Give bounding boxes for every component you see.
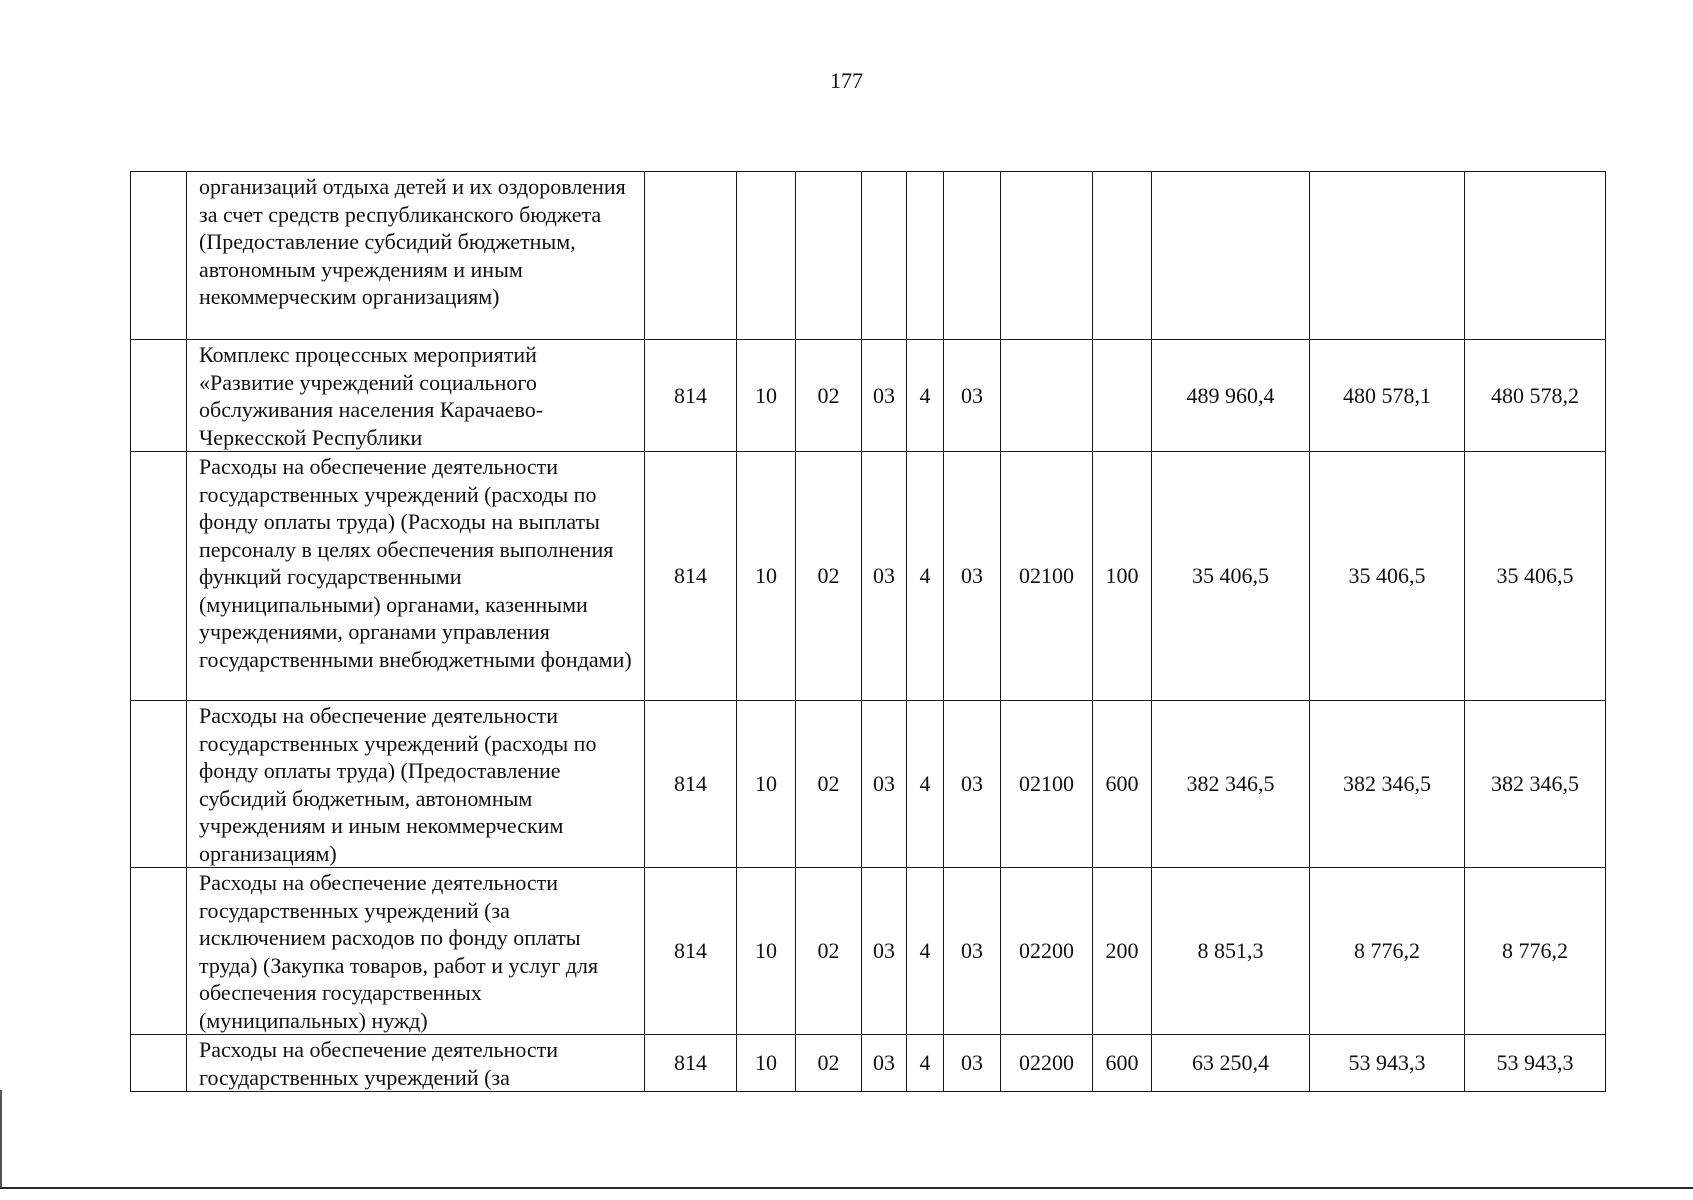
program-cell	[862, 172, 907, 340]
description-cell: организаций отдыха детей и их оздоровления за счет средств республиканского бюджета (Предоставление субсидий бюджетным, автономным учреждениям и иным некоммерческим организациям)	[187, 172, 645, 340]
description-cell: Расходы на обеспечение деятельности государственных учреждений (расходы по фонду оплаты труда) (Расходы на выплаты персоналу в целях обеспечения выполнения функций государственными (муниципальными) органами, казенными учреждениями, органами управления государственными внебюджетными фондами)	[187, 452, 645, 701]
ministry-code-cell: 814	[645, 340, 737, 452]
amount-year-2-cell: 8 776,2	[1310, 868, 1465, 1035]
event-cell	[944, 172, 1001, 340]
table-row	[131, 172, 1606, 340]
amount-year-2-cell: 35 406,5	[1310, 452, 1465, 701]
amount-year-2-cell: 382 346,5	[1310, 701, 1465, 868]
program-type-cell: 4	[907, 340, 944, 452]
direction-cell: 02100	[1001, 701, 1093, 868]
amount-year-2-cell: 480 578,1	[1310, 340, 1465, 452]
amount-year-1-cell	[1152, 172, 1310, 340]
amount-year-1-cell: 8 851,3	[1152, 868, 1310, 1035]
table-row	[131, 701, 1606, 868]
table-row	[131, 868, 1606, 1035]
row-number-cell	[131, 452, 187, 701]
event-cell: 03	[944, 340, 1001, 452]
amount-year-2-cell: 53 943,3	[1310, 1035, 1465, 1092]
page-number: 177	[830, 68, 863, 93]
budget-table	[130, 171, 1606, 1092]
amount-year-3-cell: 53 943,3	[1465, 1035, 1606, 1092]
amount-year-1-cell: 489 960,4	[1152, 340, 1310, 452]
program-type-cell: 4	[907, 701, 944, 868]
direction-cell	[1001, 172, 1093, 340]
ministry-code-cell	[645, 172, 737, 340]
subsection-cell: 02	[796, 1035, 862, 1092]
row-number-cell	[131, 172, 187, 340]
section-cell: 10	[737, 340, 796, 452]
ministry-code-cell: 814	[645, 452, 737, 701]
amount-year-3-cell: 35 406,5	[1465, 452, 1606, 701]
page-bottom-rule	[0, 1187, 1693, 1189]
subsection-cell: 02	[796, 452, 862, 701]
program-cell: 03	[862, 701, 907, 868]
event-cell: 03	[944, 1035, 1001, 1092]
ministry-code-cell: 814	[645, 868, 737, 1035]
scan-edge-line	[0, 1090, 2, 1188]
program-type-cell: 4	[907, 1035, 944, 1092]
program-type-cell: 4	[907, 452, 944, 701]
direction-cell	[1001, 340, 1093, 452]
description-cell: Расходы на обеспечение деятельности государственных учреждений (расходы по фонду оплаты труда) (Предоставление субсидий бюджетным, автономным учреждениям и иным некоммерческим организациям)	[187, 701, 645, 868]
amount-year-3-cell: 8 776,2	[1465, 868, 1606, 1035]
description-cell: Комплекс процессных мероприятий «Развитие учреждений социального обслуживания населения Карачаево-Черкесской Республики	[187, 340, 645, 452]
amount-year-3-cell: 480 578,2	[1465, 340, 1606, 452]
subsection-cell: 02	[796, 340, 862, 452]
row-number-cell	[131, 868, 187, 1035]
ministry-code-cell: 814	[645, 701, 737, 868]
ministry-code-cell: 814	[645, 1035, 737, 1092]
amount-year-3-cell: 382 346,5	[1465, 701, 1606, 868]
event-cell: 03	[944, 452, 1001, 701]
row-number-cell	[131, 340, 187, 452]
program-cell: 03	[862, 340, 907, 452]
subsection-cell	[796, 172, 862, 340]
description-cell: Расходы на обеспечение деятельности государственных учреждений (за	[187, 1035, 645, 1092]
event-cell: 03	[944, 868, 1001, 1035]
section-cell: 10	[737, 868, 796, 1035]
table-row	[131, 340, 1606, 452]
expense-type-cell: 200	[1093, 868, 1152, 1035]
program-cell: 03	[862, 452, 907, 701]
table-row	[131, 452, 1606, 701]
section-cell	[737, 172, 796, 340]
section-cell: 10	[737, 701, 796, 868]
row-number-cell	[131, 1035, 187, 1092]
table-row	[131, 1035, 1606, 1092]
subsection-cell: 02	[796, 701, 862, 868]
event-cell: 03	[944, 701, 1001, 868]
section-cell: 10	[737, 452, 796, 701]
expense-type-cell	[1093, 172, 1152, 340]
row-number-cell	[131, 701, 187, 868]
amount-year-2-cell	[1310, 172, 1465, 340]
subsection-cell: 02	[796, 868, 862, 1035]
amount-year-1-cell: 63 250,4	[1152, 1035, 1310, 1092]
amount-year-1-cell: 35 406,5	[1152, 452, 1310, 701]
program-cell: 03	[862, 868, 907, 1035]
program-type-cell	[907, 172, 944, 340]
section-cell: 10	[737, 1035, 796, 1092]
expense-type-cell: 600	[1093, 701, 1152, 868]
description-cell: Расходы на обеспечение деятельности государственных учреждений (за исключением расходов по фонду оплаты труда) (Закупка товаров, работ и услуг для обеспечения государственных (муниципальных) нужд)	[187, 868, 645, 1035]
program-type-cell: 4	[907, 868, 944, 1035]
expense-type-cell	[1093, 340, 1152, 452]
amount-year-3-cell	[1465, 172, 1606, 340]
expense-type-cell: 600	[1093, 1035, 1152, 1092]
amount-year-1-cell: 382 346,5	[1152, 701, 1310, 868]
direction-cell: 02200	[1001, 1035, 1093, 1092]
expense-type-cell: 100	[1093, 452, 1152, 701]
direction-cell: 02200	[1001, 868, 1093, 1035]
direction-cell: 02100	[1001, 452, 1093, 701]
program-cell: 03	[862, 1035, 907, 1092]
